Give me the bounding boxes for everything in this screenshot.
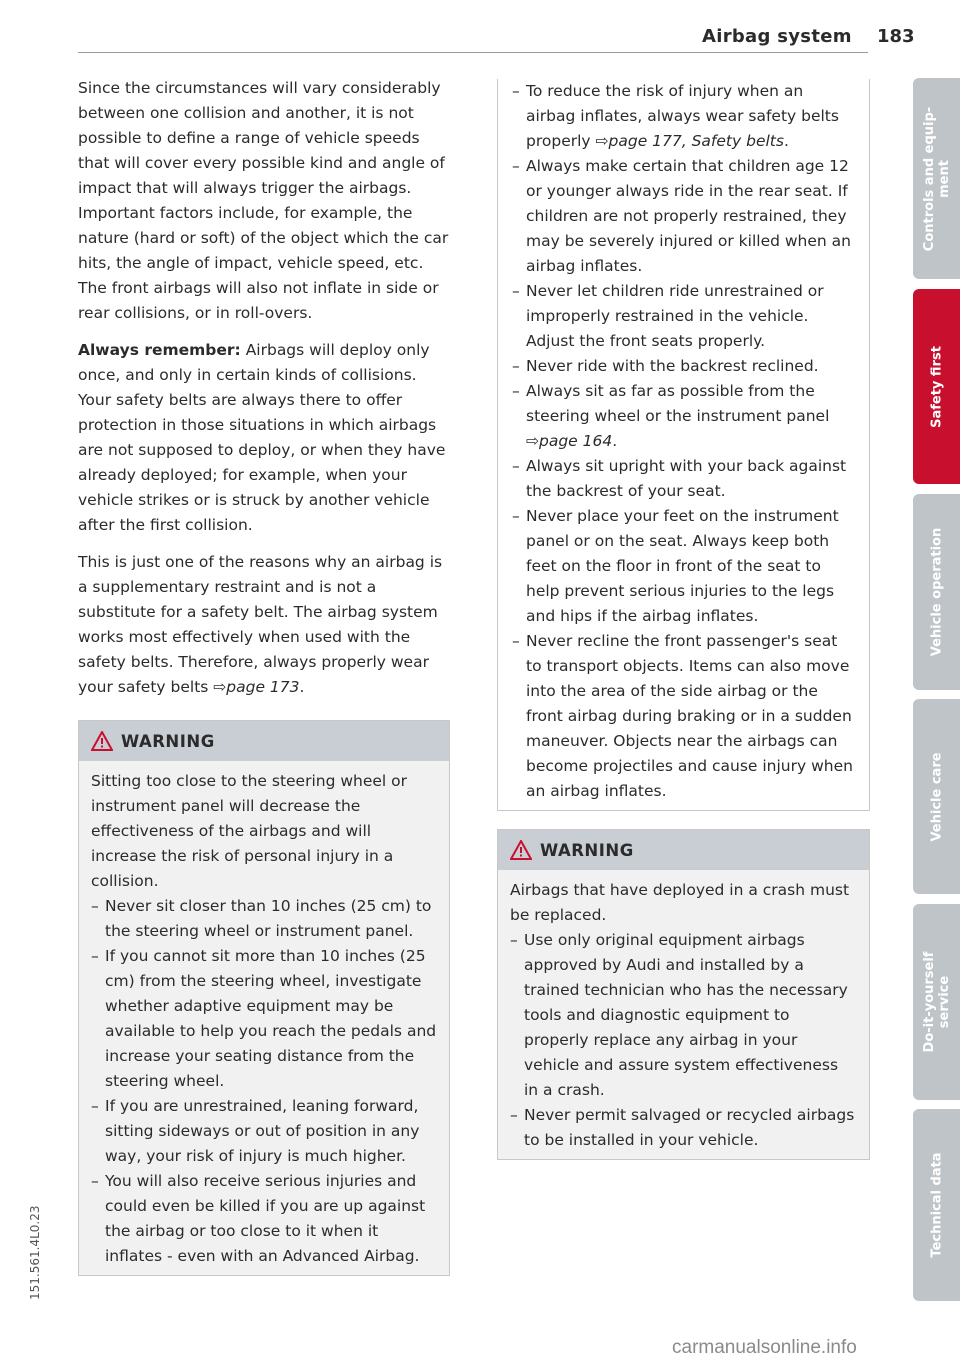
list-item: – Never let children ride unrestrained or improperly restrained in the vehicle. Adjust the front seats properly. (512, 279, 855, 354)
page-number: 183 (877, 26, 915, 47)
ref-arrow-icon: ⇨ (213, 678, 227, 696)
tab-controls-and-equipment[interactable] (913, 78, 960, 279)
list-item-text: To reduce the risk of injury when an airbag inflates, always wear safety belts properly (526, 82, 839, 150)
warning-body (79, 761, 449, 1275)
header-rule (78, 52, 868, 53)
list-item-text: Always sit as far as possible from the steering wheel or the instrument panel (526, 382, 830, 425)
warning-title: WARNING (121, 731, 215, 751)
warning-list (512, 79, 855, 804)
list-item-tail: . (612, 432, 618, 450)
paragraph-tail: . (299, 678, 305, 696)
tab-vehicle-operation[interactable] (913, 494, 960, 690)
list-item: – Use only original equipment airbags approved by Audi and installed by a trained technician who has the necessary tools and diagnostic equipment to properly replace any airbag in your vehicle and assure system effectiveness in a crash. (510, 928, 857, 1103)
watermark: carmanualsonline.info (672, 1337, 857, 1358)
warning-header (79, 721, 449, 761)
continued-warning-list-box (497, 79, 870, 811)
tab-do-it-yourself-service[interactable] (913, 904, 960, 1100)
paragraph-text: This is just one of the reasons why an airbag is a supplementary restraint and is not a substitute for a safety belt. The airbag system works most effectively when used with the safety belts. Therefore, always properly wear your safety belts (78, 553, 443, 696)
tab-label: Safety first (929, 345, 944, 428)
list-item-tail: . (783, 132, 789, 150)
ref-arrow-icon: ⇨ (526, 432, 539, 450)
tab-label: Vehicle operation (929, 527, 944, 657)
warning-box (497, 829, 870, 1160)
warning-intro: Airbags that have deployed in a crash must be replaced. (510, 881, 850, 924)
paragraph (78, 338, 450, 538)
paragraph-text: Airbags will deploy only once, and only in certain kinds of collisions. Your safety belts are always there to offer protection in those situations in which airbags are not supposed to deploy, or when they have already deployed; for example, when your vehicle strikes or is struck by another vehicle after the first collision. (78, 341, 446, 534)
warning-title: WARNING (540, 840, 634, 860)
warning-intro: Sitting too close to the steering wheel or instrument panel will decrease the effectiveness of the airbags and will increase the risk of personal injury in a collision. (91, 772, 408, 890)
warning-triangle-icon (510, 840, 532, 860)
list-item: – Always sit upright with your back against the backrest of your seat. (512, 454, 855, 504)
tab-safety-first[interactable] (913, 289, 960, 484)
list-item: – Never place your feet on the instrument panel or on the seat. Always keep both feet on the floor in front of the seat to help prevent serious injuries to the legs and hips if the airbag inflates. (512, 504, 855, 629)
list-item: – If you cannot sit more than 10 inches (25 cm) from the steering wheel, investigate whether adaptive equipment may be available to help you reach the pedals and increase your seating distance from the steering wheel. (91, 944, 437, 1094)
warning-body (498, 870, 869, 1159)
paragraph: Since the circumstances will vary considerably between one collision and another, it is not possible to define a range of vehicle speeds that will cover every possible kind and angle of impact that will always trigger the airbags. Important factors include, for example, the nature (hard or soft) of the object which the car hits, the angle of impact, vehicle speed, etc. The front airbags will also not inflate in side or rear collisions, or in roll-overs. (78, 79, 449, 322)
page-reference-link[interactable]: page 164 (539, 432, 613, 450)
list-item: – Never recline the front passenger's seat to transport objects. Items can also move into the area of the side airbag or the front airbag during braking or in a sudden maneuver. Objects near the airbags can become projectiles and cause injury when an airbag inflates. (512, 629, 855, 804)
list-item: – You will also receive serious injuries and could even be killed if you are up against the airbag or too close to it when it inflates - even with an Advanced Airbag. (91, 1169, 437, 1269)
list-item: – Never permit salvaged or recycled airbags to be installed in your vehicle. (510, 1103, 857, 1153)
list-item: – Never sit closer than 10 inches (25 cm) to the steering wheel or instrument panel. (91, 894, 437, 944)
left-column (78, 76, 450, 1276)
list-item: – Never ride with the backrest reclined. (512, 354, 855, 379)
tab-label: Controls and equip- ment (921, 106, 952, 251)
warning-list (510, 928, 857, 1153)
page-reference-link[interactable]: page 177, Safety belts (608, 132, 784, 150)
paragraph (78, 550, 450, 700)
warning-triangle-icon (91, 731, 113, 751)
list-item: – Always make certain that children age 12 or younger always ride in the rear seat. If children are not properly restrained, they may be severely injured or killed when an airbag inflates. (512, 154, 855, 279)
list-item (512, 79, 855, 154)
document-code: 151.561.4L0.23 (28, 1205, 42, 1300)
tab-label: Technical data (929, 1152, 944, 1258)
list-item (512, 379, 855, 454)
list-item: – If you are unrestrained, leaning forward, sitting sideways or out of position in any way, your risk of injury is much higher. (91, 1094, 437, 1169)
warning-header (498, 830, 869, 870)
right-column (497, 79, 869, 1160)
paragraph-lead: Always remember: (78, 341, 241, 359)
section-title: Airbag system (702, 26, 852, 47)
tab-vehicle-care[interactable] (913, 699, 960, 894)
tab-technical-data[interactable] (913, 1109, 960, 1301)
tab-label: Vehicle care (929, 751, 944, 842)
warning-list (91, 894, 437, 1269)
tab-label: Do-it-yourself service (921, 951, 952, 1053)
warning-box (78, 720, 450, 1276)
page-reference-link[interactable]: page 173 (226, 678, 300, 696)
ref-arrow-icon: ⇨ (595, 132, 609, 150)
